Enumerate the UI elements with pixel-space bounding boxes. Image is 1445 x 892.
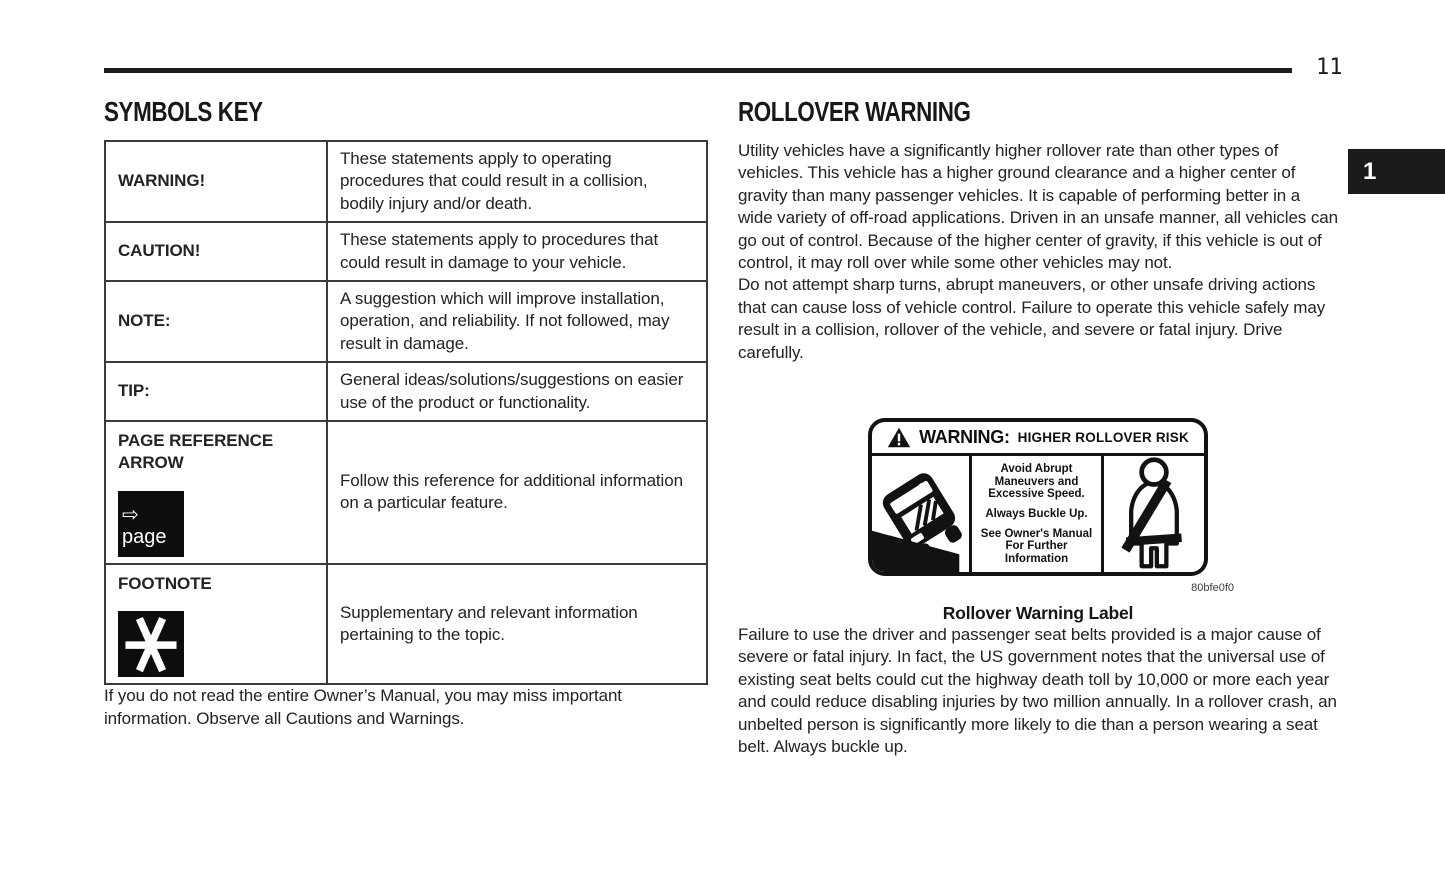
symbol-term: NOTE: [105,281,327,362]
symbol-definition: These statements apply to procedures that could result in damage to your vehicle. [327,222,707,281]
table-row [105,222,707,281]
symbol-definition: These statements apply to operating procedures that could result in a collision, bodily injury and/or death. [327,141,707,222]
label-header [872,422,1204,456]
symbol-term: CAUTION! [105,222,327,281]
table-row [105,141,707,222]
left-column [104,98,708,730]
symbols-key-note: If you do not read the entire Owner’s Manual, you may miss important information. Observe all Cautions and Warnings. [104,686,622,728]
label-caption: Rollover Warning Label [942,603,1134,624]
symbol-term [105,564,327,684]
label-line-3: See Owner's Manual For Further Information [980,527,1093,565]
rollover-label-figure [868,418,1234,624]
label-line-2: Always Buckle Up. [985,507,1088,520]
chapter-tab: 1 [1348,149,1445,194]
rollover-warning-title: ROLLOVER WARNING [738,96,971,127]
table-row [105,281,707,362]
symbol-definition: Follow this reference for additional information on a particular feature. [327,421,707,564]
label-figure-code: 80bfe0f0 [1191,582,1234,595]
page-number: 11 [1316,55,1343,80]
symbol-term: TIP: [105,362,327,421]
label-body [872,456,1204,572]
symbols-key-table [104,140,708,685]
label-warning-subtitle: HIGHER ROLLOVER RISK [1017,430,1189,446]
label-warning-word: WARNING: [919,427,1010,448]
symbol-term [105,421,327,564]
top-rule [104,68,1292,73]
table-row [105,564,707,684]
symbol-term-label: PAGE REFERENCE ARROW [118,431,274,473]
tilted-vehicle-glyph [872,456,969,572]
rollover-warning-label [868,418,1208,576]
rollover-paragraph-3: Failure to use the driver and passenger seat belts provided is a major cause of severe or fatal injury. In fact, the US government notes that the universal use of existing seat belts could cut the highway death toll by 10,000 or more each year and could reduce disabling injuries by two million annually. In a rollover crash, an unbelted person is significantly more likely to die than a person wearing a seat belt. Always buckle up. [738,625,1337,757]
rollover-paragraph-2: Do not attempt sharp turns, abrupt maneuvers, or other unsafe driving actions that can cause loss of vehicle control. Failure to operate this vehicle safely may result in a collision, rollover of the vehicle, and severe or fatal injury. Drive carefully. [738,275,1326,362]
seat-belt-person-icon [1101,456,1204,572]
tilted-vehicle-icon [872,456,972,572]
symbol-term: WARNING! [105,141,327,222]
symbols-key-title: SYMBOLS KEY [104,96,263,127]
table-row [105,362,707,421]
symbol-definition: General ideas/solutions/suggestions on easier use of the product or functionality. [327,362,707,421]
rollover-paragraph-1: Utility vehicles have a significantly higher rollover rate than other types of vehicles. This vehicle has a higher ground clearance and a higher center of gravity than many passenger vehicles. It is capable of performing better in a wide variety of off-road applications. Driven in an unsafe manner, all vehicles can go out of control. Because of the higher center of gravity, if this vehicle is out of control, it may roll over while some other vehicles may not. [738,141,1338,273]
label-line-1: Avoid Abrupt Maneuvers and Excessive Speed. [988,463,1085,501]
right-column [738,98,1338,759]
symbol-definition: Supplementary and relevant information pertaining to the topic. [327,564,707,684]
seat-belt-person-glyph [1104,456,1204,572]
symbol-definition: A suggestion which will improve installation, operation, and reliability. If not followed, may result in damage. [327,281,707,362]
footnote-asterisk-icon [118,611,184,677]
asterisk-glyph [122,615,180,673]
page-reference-arrow-icon: ⇨ page [118,491,184,557]
table-row [105,421,707,564]
symbol-term-label: FOOTNOTE [118,573,212,593]
label-text-panel [972,456,1101,572]
warning-triangle-icon [887,427,911,448]
